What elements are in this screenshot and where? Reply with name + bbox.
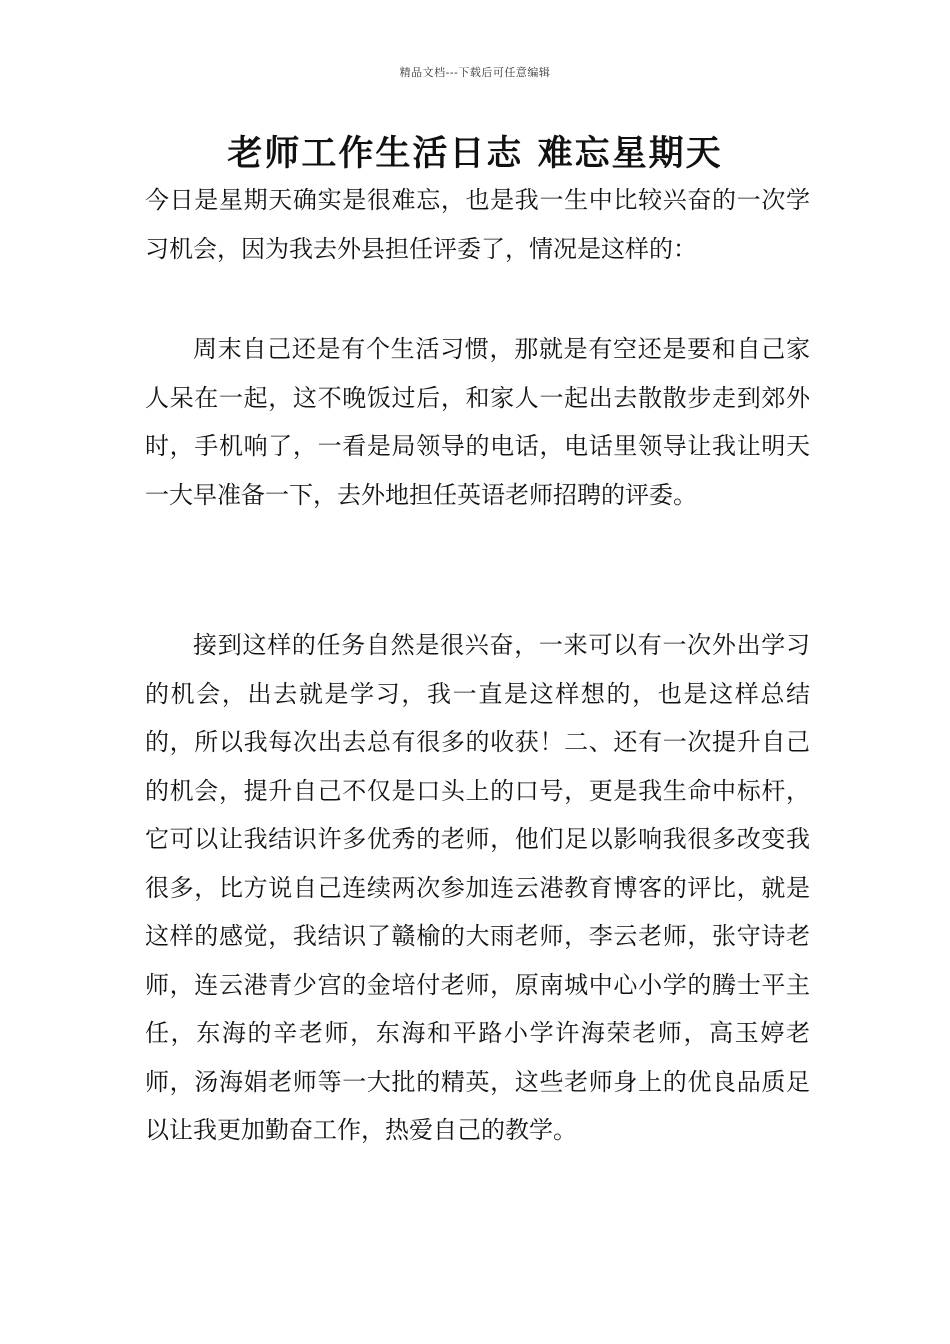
document-title: 老师工作生活日志 难忘星期天 xyxy=(227,133,723,174)
header-note: 精品文档---下载后可任意编辑 xyxy=(399,66,551,79)
paragraph-intro: 今日是星期天确实是很难忘，也是我一生中比较兴奋的一次学习机会，因为我去外县担任评委了，情况是这样的： xyxy=(145,186,810,263)
paragraph-task: 接到这样的任务自然是很兴奋，一来可以有一次外出学习的机会，出去就是学习，我一直是这样想的，也是这样总结的，所以我每次出去总有很多的收获！二、还有一次提升自己的机会，提升自己不仅是口头上的口号，更是我生命中标杆，它可以让我结识许多优秀的老师，他们足以影响我很多改变我很多，比方说自己连续两次参加连云港教育博客的评比，就是这样的感觉，我结识了赣榆的大雨老师，李云老师，张守诗老师，连云港青少宫的金培付老师，原南城中心小学的腾士平主任，东海的辛老师，东海和平路小学许海荣老师，高玉婷老师，汤海娟老师等一大批的精英，这些老师身上的优良品质足以让我更加勤奋工作，热爱自己的教学。 xyxy=(145,631,810,1144)
paragraph-weekend: 周末自己还是有个生活习惯，那就是有空还是要和自己家人呆在一起，这不晚饭过后，和家人一起出去散散步走到郊外时，手机响了，一看是局领导的电话，电话里领导让我让明天一大早准备一下，去外地担任英语老师招聘的评委。 xyxy=(145,335,810,509)
